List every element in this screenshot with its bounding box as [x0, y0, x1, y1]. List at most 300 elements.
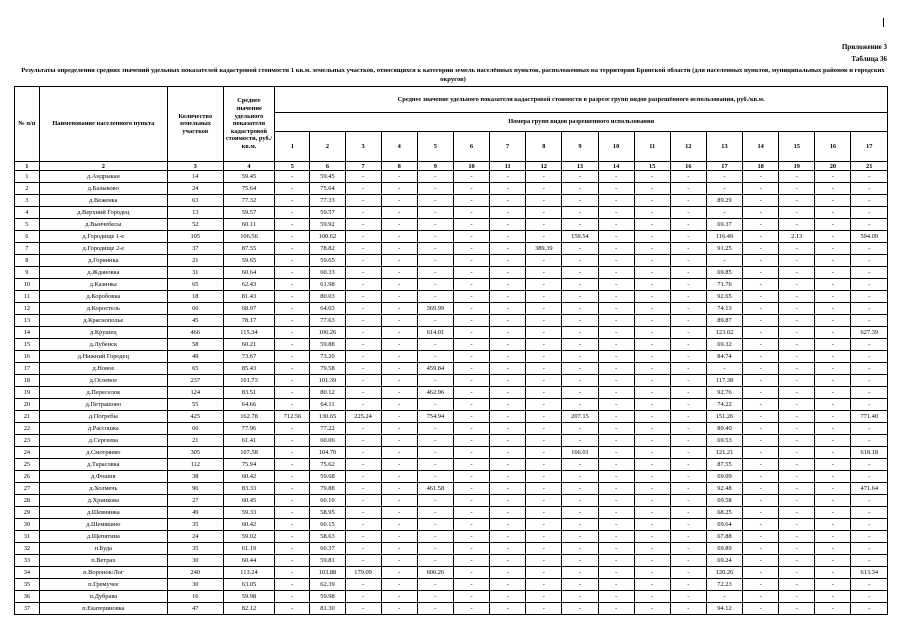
table-cell: 73.20 — [310, 351, 345, 363]
table-cell: - — [851, 579, 888, 591]
table-cell: 19 — [15, 387, 40, 399]
column-index-cell: 16 — [670, 162, 706, 171]
table-cell: 37 — [167, 243, 223, 255]
table-cell: 75.62 — [310, 459, 345, 471]
table-cell: - — [598, 459, 634, 471]
table-cell: 61.41 — [223, 435, 275, 447]
table-cell: - — [815, 339, 851, 351]
column-index-cell: 9 — [417, 162, 453, 171]
table-cell: - — [453, 375, 489, 387]
table-cell: - — [275, 279, 310, 291]
table-cell: - — [275, 423, 310, 435]
table-cell: 30 — [15, 519, 40, 531]
table-cell: - — [634, 315, 670, 327]
table-cell: - — [526, 303, 562, 315]
table-cell: - — [634, 303, 670, 315]
table-cell: - — [275, 435, 310, 447]
table-cell: 21 — [167, 255, 223, 267]
table-cell: - — [275, 291, 310, 303]
table-cell: 121.21 — [706, 447, 742, 459]
table-cell: 66 — [167, 423, 223, 435]
table-cell: 33 — [15, 555, 40, 567]
settlement-name-cell: д.Лубенск — [39, 339, 167, 351]
table-cell: - — [490, 507, 526, 519]
table-cell: - — [815, 483, 851, 495]
table-cell: - — [851, 303, 888, 315]
table-cell: - — [275, 555, 310, 567]
table-cell: 69.89 — [706, 543, 742, 555]
table-cell: - — [453, 303, 489, 315]
table-cell: - — [381, 255, 417, 267]
table-cell: - — [417, 447, 453, 459]
header-no: № п/п — [15, 87, 40, 162]
table-cell: - — [743, 495, 779, 507]
table-cell: - — [526, 315, 562, 327]
table-cell: - — [562, 351, 598, 363]
table-cell: 105 — [167, 231, 223, 243]
table-cell: 18 — [15, 375, 40, 387]
table-cell: 78.17 — [223, 315, 275, 327]
table-cell: - — [779, 579, 815, 591]
table-cell: 47 — [167, 603, 223, 615]
table-cell: - — [815, 327, 851, 339]
table-cell: - — [598, 603, 634, 615]
table-cell: - — [345, 291, 381, 303]
table-cell: - — [275, 171, 310, 183]
table-cell: - — [851, 183, 888, 195]
table-cell: - — [275, 243, 310, 255]
table-cell: - — [851, 387, 888, 399]
table-cell: - — [598, 447, 634, 459]
table-cell: - — [275, 183, 310, 195]
table-cell: - — [743, 183, 779, 195]
table-cell: - — [345, 591, 381, 603]
table-cell: - — [275, 363, 310, 375]
table-cell: - — [526, 207, 562, 219]
table-cell: - — [562, 315, 598, 327]
table-cell: - — [706, 171, 742, 183]
table-cell: - — [381, 591, 417, 603]
table-cell: - — [345, 603, 381, 615]
table-cell: - — [670, 291, 706, 303]
table-cell: - — [526, 387, 562, 399]
table-cell: - — [598, 375, 634, 387]
table-cell: - — [670, 243, 706, 255]
table-row — [15, 519, 888, 531]
table-cell: - — [526, 579, 562, 591]
table-cell: 60.15 — [310, 519, 345, 531]
table-cell: - — [345, 447, 381, 459]
table-cell: - — [562, 543, 598, 555]
table-cell: - — [779, 459, 815, 471]
table-cell: 83.51 — [223, 387, 275, 399]
table-cell: - — [670, 555, 706, 567]
table-cell: 425 — [167, 411, 223, 423]
table-cell: - — [634, 327, 670, 339]
group-number-cell: 5 — [417, 132, 453, 162]
table-cell: - — [417, 579, 453, 591]
table-cell: - — [598, 255, 634, 267]
column-index-cell: 10 — [453, 162, 489, 171]
table-row — [15, 435, 888, 447]
table-cell: 69.58 — [706, 495, 742, 507]
table-cell: - — [275, 207, 310, 219]
table-cell: 68.25 — [706, 507, 742, 519]
table-cell: 151.26 — [706, 411, 742, 423]
table-cell: - — [598, 267, 634, 279]
table-cell: - — [275, 375, 310, 387]
table-cell: - — [779, 255, 815, 267]
table-cell: - — [815, 603, 851, 615]
table-cell: - — [275, 303, 310, 315]
table-cell: - — [562, 171, 598, 183]
table-cell: - — [634, 483, 670, 495]
table-cell: 79.58 — [310, 363, 345, 375]
table-cell: 59.45 — [310, 171, 345, 183]
table-cell: - — [417, 435, 453, 447]
settlement-name-cell: д.Фошня — [39, 471, 167, 483]
table-cell: - — [381, 387, 417, 399]
table-cell: - — [562, 555, 598, 567]
table-cell: - — [815, 531, 851, 543]
table-cell: - — [453, 567, 489, 579]
table-cell: - — [634, 375, 670, 387]
table-cell: - — [815, 267, 851, 279]
table-cell: - — [562, 519, 598, 531]
table-row — [15, 351, 888, 363]
settlement-name-cell: д.Коробовка — [39, 291, 167, 303]
column-index-cell: 7 — [345, 162, 381, 171]
table-row — [15, 243, 888, 255]
table-cell: - — [275, 315, 310, 327]
table-cell: - — [851, 495, 888, 507]
table-cell: 72.23 — [706, 579, 742, 591]
table-cell: - — [634, 255, 670, 267]
table-cell: 613.34 — [851, 567, 888, 579]
header-groups-sub: Номера групп видов разрешенного использования — [275, 113, 888, 132]
settlement-name-cell: д.Тарасовка — [39, 459, 167, 471]
table-cell: 24 — [167, 183, 223, 195]
table-cell: - — [275, 603, 310, 615]
table-cell: - — [851, 399, 888, 411]
table-cell: - — [779, 411, 815, 423]
table-cell: - — [779, 507, 815, 519]
table-cell: - — [345, 183, 381, 195]
table-cell: - — [275, 471, 310, 483]
table-cell: - — [670, 351, 706, 363]
table-cell: - — [779, 519, 815, 531]
table-cell: - — [743, 411, 779, 423]
table-cell: - — [453, 267, 489, 279]
table-cell: - — [490, 279, 526, 291]
table-cell: - — [275, 447, 310, 459]
table-cell: - — [526, 279, 562, 291]
table-row — [15, 207, 888, 219]
table-cell: - — [345, 339, 381, 351]
table-cell: - — [345, 171, 381, 183]
table-cell: - — [275, 387, 310, 399]
table-cell: - — [815, 195, 851, 207]
settlement-name-cell: п.Буда — [39, 543, 167, 555]
table-cell: - — [598, 339, 634, 351]
settlement-name-cell: д.Переселок — [39, 387, 167, 399]
table-cell: 21 — [15, 411, 40, 423]
table-cell: - — [670, 591, 706, 603]
table-cell: - — [634, 207, 670, 219]
table-cell: - — [670, 447, 706, 459]
table-cell: - — [634, 387, 670, 399]
table-cell: - — [381, 243, 417, 255]
table-cell: - — [706, 183, 742, 195]
table-cell: - — [815, 219, 851, 231]
table-cell: - — [634, 591, 670, 603]
table-cell: - — [815, 543, 851, 555]
table-cell: - — [453, 363, 489, 375]
table-cell: - — [345, 303, 381, 315]
table-cell: - — [345, 327, 381, 339]
column-index-cell: 18 — [743, 162, 779, 171]
settlement-name-cell: д.Щепятина — [39, 531, 167, 543]
table-cell: - — [562, 507, 598, 519]
group-number-cell: 4 — [381, 132, 417, 162]
table-row — [15, 255, 888, 267]
table-cell: - — [381, 195, 417, 207]
table-cell: 618.18 — [851, 447, 888, 459]
table-cell: - — [743, 519, 779, 531]
table-row — [15, 459, 888, 471]
table-cell: - — [490, 471, 526, 483]
table-cell: - — [851, 471, 888, 483]
table-cell: - — [453, 495, 489, 507]
table-cell: - — [275, 483, 310, 495]
table-cell: - — [490, 267, 526, 279]
table-cell: - — [526, 447, 562, 459]
table-cell: 63 — [167, 195, 223, 207]
table-cell: - — [779, 447, 815, 459]
table-cell: - — [275, 267, 310, 279]
table-cell: - — [453, 339, 489, 351]
group-number-cell: 1 — [275, 132, 310, 162]
table-cell: - — [562, 207, 598, 219]
table-cell: 389.39 — [526, 243, 562, 255]
table-cell: - — [526, 519, 562, 531]
table-cell: - — [526, 495, 562, 507]
table-cell: - — [453, 483, 489, 495]
table-cell: 89.40 — [706, 423, 742, 435]
table-cell: 89.29 — [706, 195, 742, 207]
table-cell: - — [490, 399, 526, 411]
settlement-name-cell: д.Вынчебесы — [39, 219, 167, 231]
group-number-cell: 10 — [598, 132, 634, 162]
table-cell: - — [634, 279, 670, 291]
table-cell: 84.74 — [706, 351, 742, 363]
table-cell: - — [453, 387, 489, 399]
table-cell: - — [490, 219, 526, 231]
table-cell: - — [779, 435, 815, 447]
table-cell: 91.25 — [706, 243, 742, 255]
table-cell: - — [562, 567, 598, 579]
table-row — [15, 567, 888, 579]
table-cell: - — [634, 435, 670, 447]
table-cell: - — [670, 507, 706, 519]
table-cell: 4 — [15, 207, 40, 219]
table-cell: - — [743, 483, 779, 495]
table-cell: - — [381, 291, 417, 303]
table-cell: - — [381, 507, 417, 519]
settlement-name-cell: д.Петрашово — [39, 399, 167, 411]
table-cell: 225.24 — [345, 411, 381, 423]
document-title: Результаты определения средних значений удельных показателей кадастровой стоимости 1 кв.м. земельных участков, относящихся к категории земель населённых пунктов, расположенных на территории Брянской области (для населенных пунктов, муниципальных районов и городских округов) — [21, 67, 885, 83]
table-cell: 52 — [167, 219, 223, 231]
table-cell: - — [598, 495, 634, 507]
header-avg: Среднее значение удельного показателя кадастровой стоимости, руб./кв.м. — [223, 87, 275, 162]
table-cell: 37 — [15, 603, 40, 615]
table-cell: - — [851, 339, 888, 351]
table-cell: - — [598, 315, 634, 327]
column-index-cell: 13 — [562, 162, 598, 171]
table-cell: - — [490, 543, 526, 555]
table-cell: - — [417, 291, 453, 303]
table-cell: 8 — [15, 255, 40, 267]
table-cell: - — [743, 315, 779, 327]
table-cell: - — [453, 471, 489, 483]
table-cell: 38 — [167, 471, 223, 483]
table-cell: 60.06 — [310, 435, 345, 447]
table-cell: - — [598, 531, 634, 543]
table-cell: - — [453, 327, 489, 339]
table-cell: - — [706, 363, 742, 375]
table-cell: - — [526, 195, 562, 207]
table-cell: - — [562, 603, 598, 615]
table-cell: - — [345, 579, 381, 591]
settlement-name-cell: д.Смотряево — [39, 447, 167, 459]
table-cell: 83.33 — [223, 483, 275, 495]
table-cell: 77.63 — [310, 315, 345, 327]
table-cell: 466 — [167, 327, 223, 339]
table-cell: - — [634, 399, 670, 411]
table-cell: 75.64 — [310, 183, 345, 195]
table-cell: - — [526, 399, 562, 411]
table-cell: - — [598, 423, 634, 435]
table-cell: - — [743, 243, 779, 255]
table-cell: - — [453, 579, 489, 591]
table-cell: 237 — [167, 375, 223, 387]
table-cell: - — [490, 423, 526, 435]
table-cell: - — [417, 591, 453, 603]
table-cell: - — [598, 483, 634, 495]
settlement-name-cell: д.Нижний Городец — [39, 351, 167, 363]
table-cell: - — [598, 471, 634, 483]
table-cell: - — [743, 603, 779, 615]
table-cell: - — [779, 363, 815, 375]
table-cell: - — [562, 471, 598, 483]
table-cell: 61.19 — [223, 543, 275, 555]
settlement-name-cell: д.Городище 1-е — [39, 231, 167, 243]
table-cell: 771.40 — [851, 411, 888, 423]
table-cell: 81.30 — [310, 603, 345, 615]
table-row — [15, 219, 888, 231]
table-cell: 16 — [15, 351, 40, 363]
table-cell: - — [670, 411, 706, 423]
table-cell: - — [598, 327, 634, 339]
table-cell: - — [526, 471, 562, 483]
table-cell: - — [598, 207, 634, 219]
table-cell: - — [779, 543, 815, 555]
table-cell: - — [562, 423, 598, 435]
table-cell: 36 — [15, 591, 40, 603]
table-cell: - — [526, 603, 562, 615]
table-cell: 65 — [167, 363, 223, 375]
table-cell: - — [417, 543, 453, 555]
table-cell: - — [417, 171, 453, 183]
table-cell: - — [381, 495, 417, 507]
table-cell: - — [598, 579, 634, 591]
table-cell: - — [706, 255, 742, 267]
table-cell: - — [743, 327, 779, 339]
table-cell: - — [381, 171, 417, 183]
table-row — [15, 291, 888, 303]
table-cell: - — [598, 591, 634, 603]
table-cell: 13 — [167, 207, 223, 219]
table-cell: - — [381, 399, 417, 411]
table-row — [15, 375, 888, 387]
table-cell: - — [417, 375, 453, 387]
table-cell: - — [598, 363, 634, 375]
table-cell: - — [453, 195, 489, 207]
table-cell: - — [490, 483, 526, 495]
table-cell: - — [453, 531, 489, 543]
table-cell: - — [453, 183, 489, 195]
table-cell: - — [453, 255, 489, 267]
table-cell: - — [275, 219, 310, 231]
table-cell: - — [453, 231, 489, 243]
table-cell: 87.55 — [706, 459, 742, 471]
table-cell: - — [815, 519, 851, 531]
table-cell: - — [634, 363, 670, 375]
table-cell: 49 — [167, 351, 223, 363]
table-cell: - — [490, 519, 526, 531]
group-number-cell: 14 — [743, 132, 779, 162]
table-cell: - — [490, 435, 526, 447]
table-cell: - — [562, 183, 598, 195]
group-number-cell: 3 — [345, 132, 381, 162]
table-cell: - — [779, 483, 815, 495]
table-cell: - — [526, 267, 562, 279]
column-index-cell: 1 — [15, 162, 40, 171]
column-index-cell: 12 — [526, 162, 562, 171]
table-cell: - — [598, 567, 634, 579]
table-cell: 30 — [167, 555, 223, 567]
table-cell: 59.02 — [223, 531, 275, 543]
table-cell: - — [598, 195, 634, 207]
settlement-name-cell: д.Хрипкова — [39, 495, 167, 507]
table-cell: - — [598, 555, 634, 567]
table-cell: 103.88 — [310, 567, 345, 579]
table-cell: 60.64 — [223, 267, 275, 279]
table-cell: 60.37 — [310, 543, 345, 555]
settlement-name-cell: д.Верхний Городец — [39, 207, 167, 219]
table-cell: 59.88 — [310, 339, 345, 351]
table-cell: - — [345, 471, 381, 483]
table-cell: 123.02 — [706, 327, 742, 339]
table-cell: 59.98 — [310, 591, 345, 603]
group-number-cell: 15 — [779, 132, 815, 162]
table-cell: 92.65 — [706, 291, 742, 303]
table-cell: - — [743, 171, 779, 183]
table-cell: - — [815, 507, 851, 519]
table-cell: - — [381, 339, 417, 351]
table-cell: 305 — [167, 447, 223, 459]
